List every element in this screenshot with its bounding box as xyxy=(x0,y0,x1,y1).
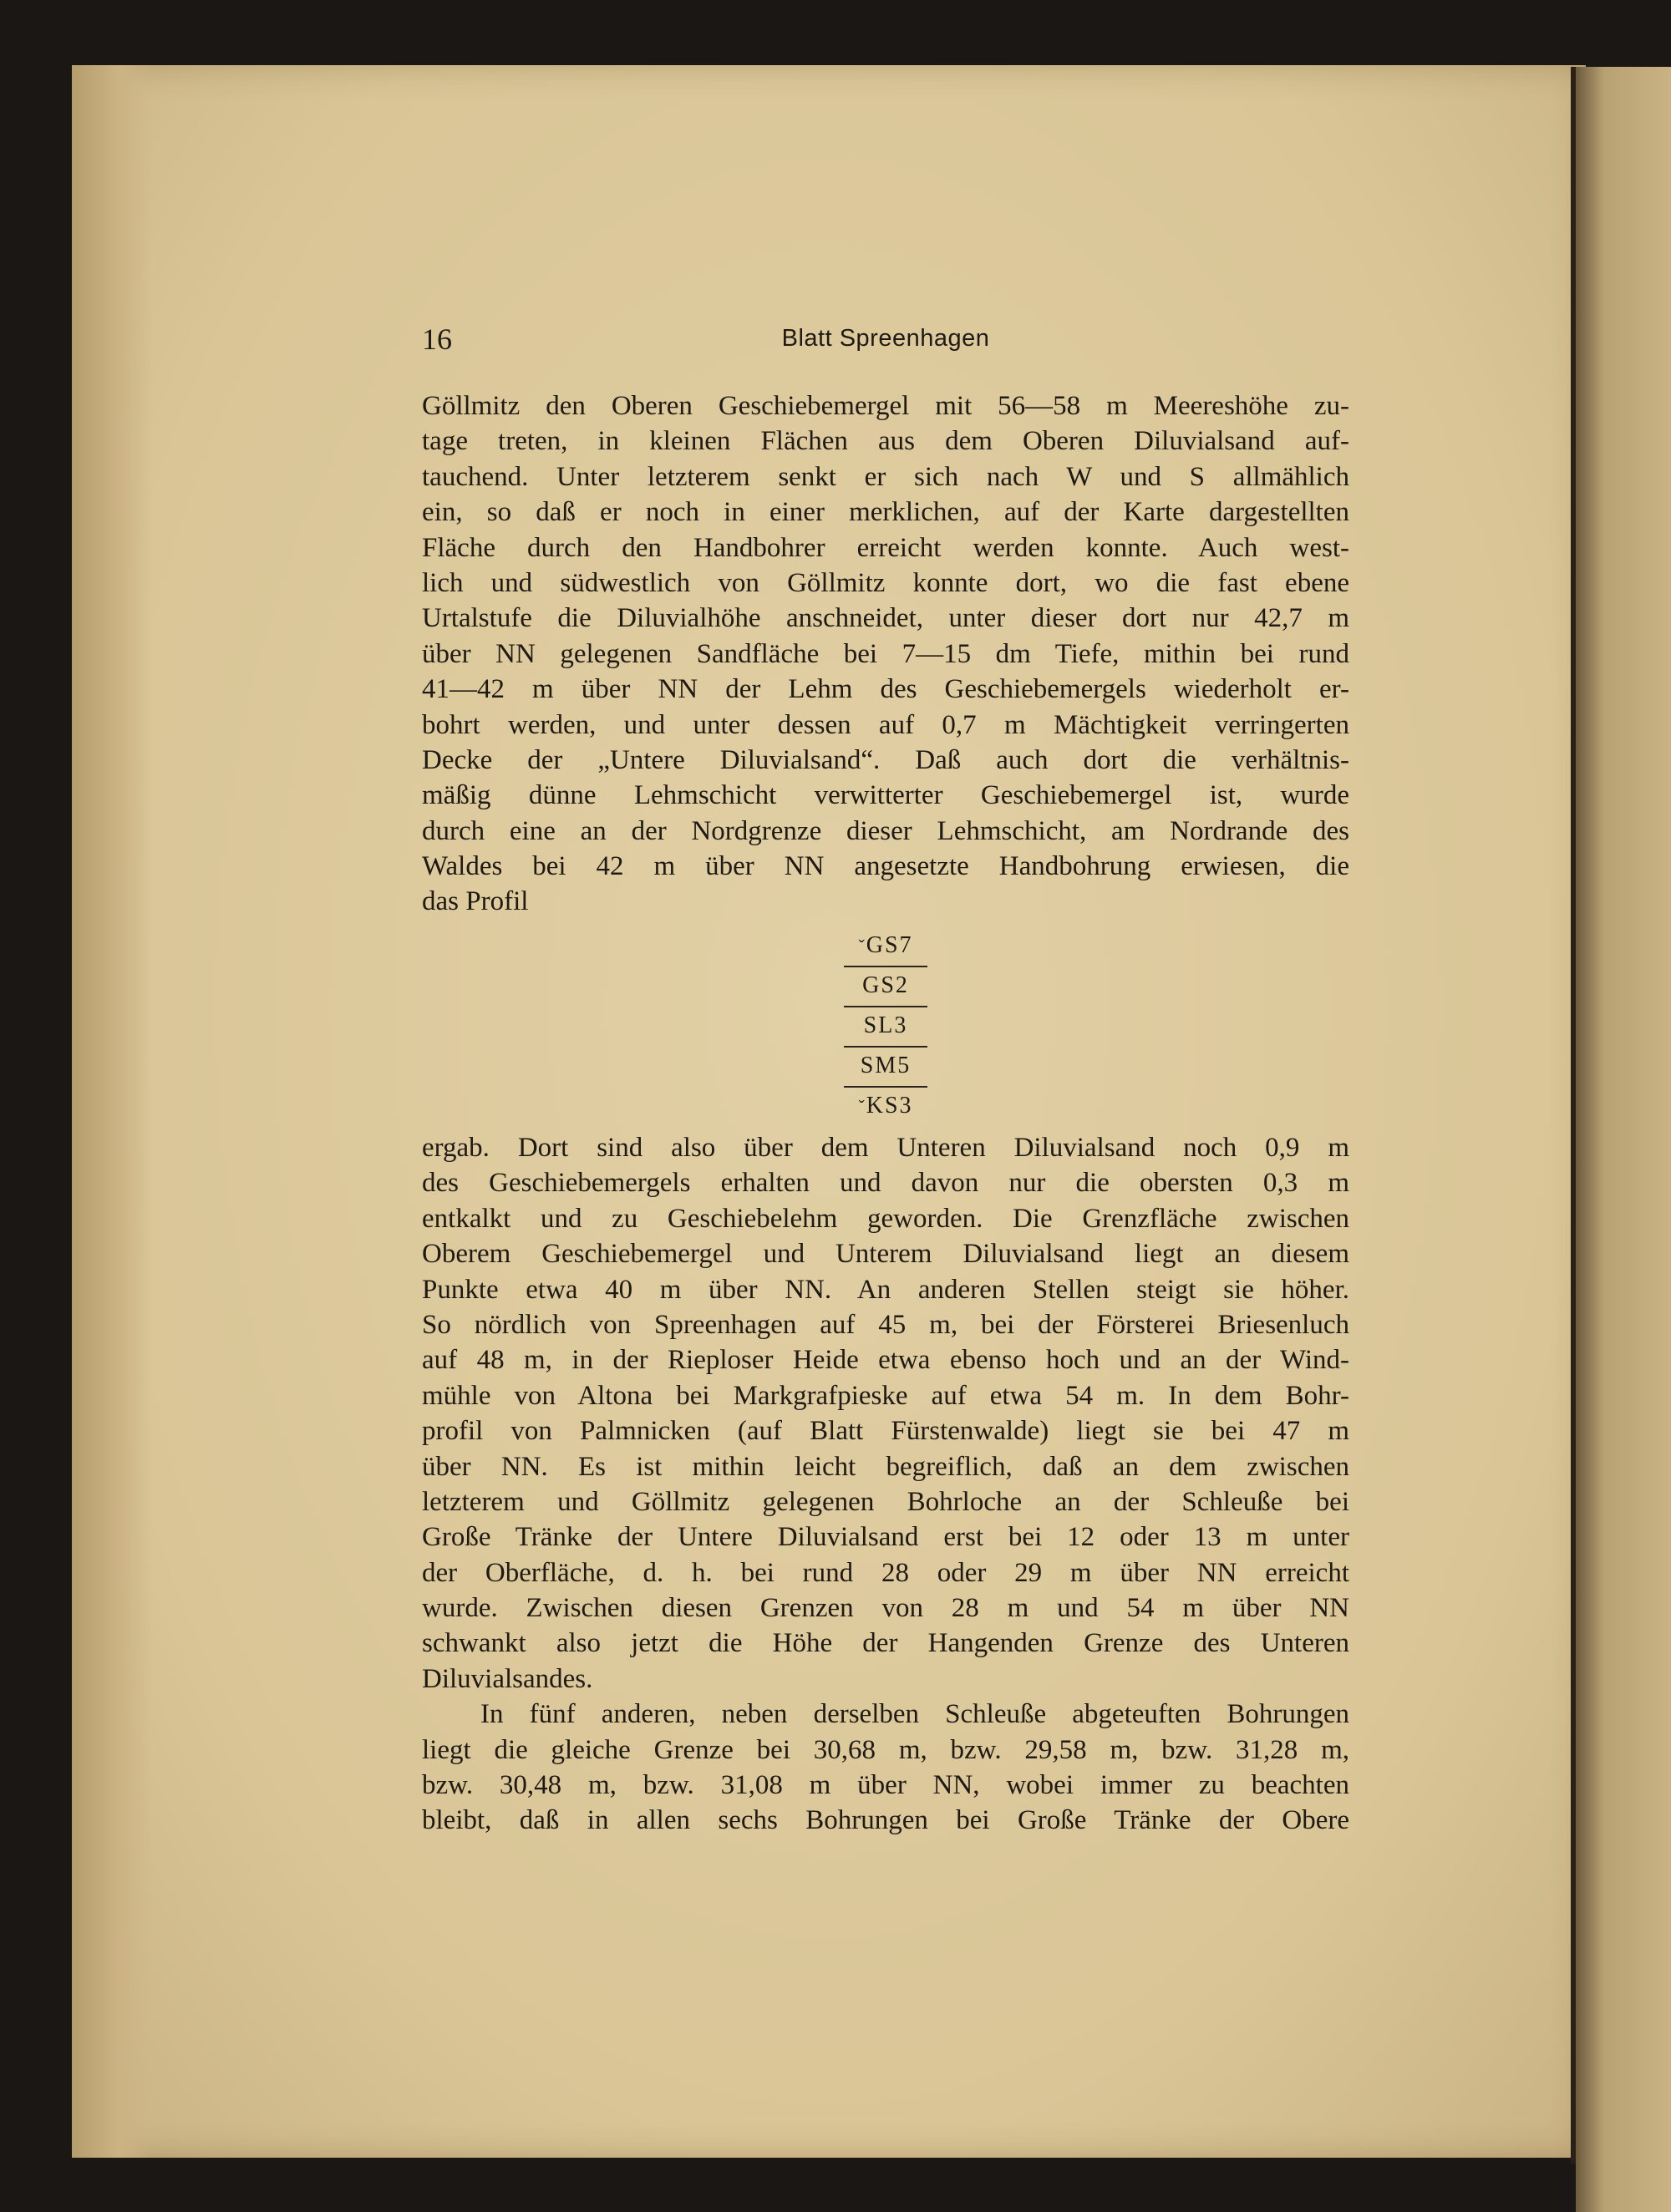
text-line: durch eine an der Nordgrenze dieser Lehmschicht, am Nordrande des xyxy=(422,815,1349,846)
text-line: Göllmitz den Oberen Geschiebemergel mit 56—58 m Meereshöhe zu- xyxy=(422,391,1349,421)
paragraph-1 xyxy=(422,388,1349,920)
text-line: über NN. Es ist mithin leicht begreiflich, daß an dem zwischen xyxy=(422,1451,1349,1482)
text-line: das Profil xyxy=(422,886,529,917)
text-line: tauchend. Unter letzterem senkt er sich nach W und S allmählich xyxy=(422,461,1349,492)
profile-layer: GS2 xyxy=(844,967,927,1007)
text-line: profil von Palmnicken (auf Blatt Fürstenwalde) liegt sie bei 47 m xyxy=(422,1416,1349,1447)
text-line: Fläche durch den Handbohrer erreicht werden konnte. Auch west- xyxy=(422,532,1349,563)
text-line: Urtalstufe die Diluvialhöhe anschneidet, unter dieser dort nur 42,7 m xyxy=(422,603,1349,634)
text-line: Decke der „Untere Diluvialsand“. Daß auch dort die verhältnis- xyxy=(422,744,1349,775)
text-line: 41—42 m über NN der Lehm des Geschiebemergels wiederholt er- xyxy=(422,674,1349,705)
text-line: In fünf anderen, neben derselben Schleuße abgeteuften Bohrungen xyxy=(480,1699,1349,1730)
text-line: liegt die gleiche Grenze bei 30,68 m, bzw. 29,58 m, bzw. 31,28 m, xyxy=(422,1734,1349,1765)
text-line: des Geschiebemergels erhalten und davon nur die obersten 0,3 m xyxy=(422,1168,1349,1199)
page-spine-shadow xyxy=(72,65,152,2158)
text-line: Diluvialsandes. xyxy=(422,1663,593,1694)
text-line: Oberem Geschiebemergel und Unterem Diluvialsand liegt an diesem xyxy=(422,1239,1349,1270)
text-line: Große Tränke der Untere Diluvialsand erst bei 12 oder 13 m unter xyxy=(422,1522,1349,1553)
text-line: mühle von Altona bei Markgrafpieske auf etwa 54 m. In dem Bohr- xyxy=(422,1380,1349,1411)
paragraph-2 xyxy=(422,1130,1349,1839)
text-line: letzterem und Göllmitz gelegenen Bohrloche an der Schleuße bei xyxy=(422,1486,1349,1517)
page-header xyxy=(422,322,1349,363)
text-line: Waldes bei 42 m über NN angesetzte Handbohrung erwiesen, die xyxy=(422,851,1349,882)
text-line: tage treten, in kleinen Flächen aus dem Oberen Diluvialsand auf- xyxy=(422,426,1349,457)
book-page xyxy=(72,65,1586,2158)
text-line: schwankt also jetzt die Höhe der Hangenden Grenze des Unteren xyxy=(422,1628,1349,1659)
profile-layer: SL3 xyxy=(844,1007,927,1048)
running-title: Blatt Spreenhagen xyxy=(781,325,990,352)
text-line: über NN gelegenen Sandfläche bei 7—15 dm Tiefe, mithin bei rund xyxy=(422,638,1349,669)
text-line: Punkte etwa 40 m über NN. An anderen Stellen steigt sie höher. xyxy=(422,1274,1349,1305)
text-line: So nördlich von Spreenhagen auf 45 m, bei der Försterei Briesenluch xyxy=(422,1309,1349,1340)
text-line: entkalkt und zu Geschiebelehm geworden. Die Grenzfläche zwischen xyxy=(422,1203,1349,1234)
profile-layer: ˇGS7 xyxy=(844,927,927,967)
soil-profile xyxy=(844,927,927,1126)
text-line: mäßig dünne Lehmschicht verwitterter Geschiebemergel ist, wurde xyxy=(422,780,1349,811)
text-line: bleibt, daß in allen sechs Bohrungen bei Große Tränke der Obere xyxy=(422,1805,1349,1836)
text-line: der Oberfläche, d. h. bei rund 28 oder 29 m über NN erreicht xyxy=(422,1557,1349,1588)
adjacent-page-edge xyxy=(1576,67,1671,2212)
profile-layer: ˇKS3 xyxy=(858,1093,913,1119)
text-line: bohrt werden, und unter dessen auf 0,7 m Mächtigkeit verringerten xyxy=(422,709,1349,740)
text-line: bzw. 30,48 m, bzw. 31,08 m über NN, wobei immer zu beachten xyxy=(422,1770,1349,1801)
text-line: auf 48 m, in der Rieploser Heide etwa ebenso hoch und an der Wind- xyxy=(422,1345,1349,1376)
text-line: ergab. Dort sind also über dem Unteren Diluvialsand noch 0,9 m xyxy=(422,1133,1349,1163)
text-line: wurde. Zwischen diesen Grenzen von 28 m und 54 m über NN xyxy=(422,1593,1349,1624)
page-number: 16 xyxy=(422,322,452,356)
text-line: lich und südwestlich von Göllmitz konnte dort, wo die fast ebene xyxy=(422,567,1349,598)
text-line: ein, so daß er noch in einer merklichen, auf der Karte dargestellten xyxy=(422,497,1349,528)
profile-layer: SM5 xyxy=(844,1048,927,1088)
